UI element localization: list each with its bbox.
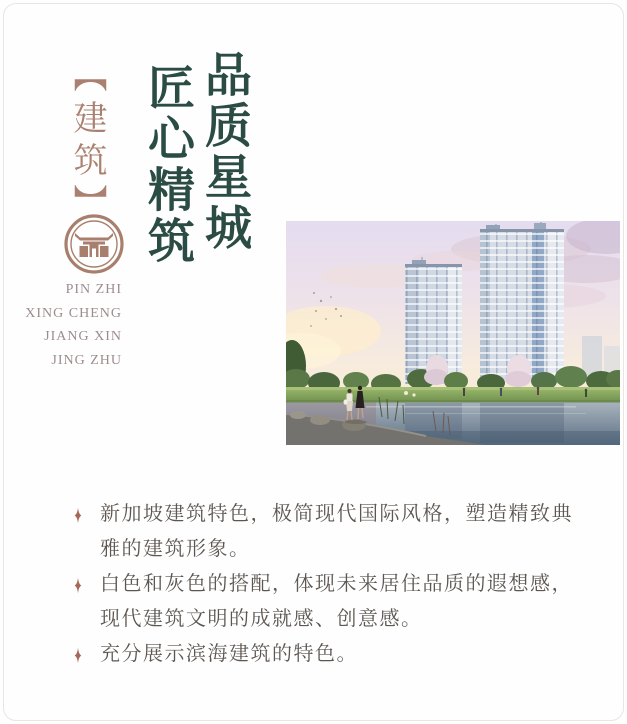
feature-item [70, 567, 584, 637]
feature-item [70, 637, 584, 672]
page-title [140, 50, 254, 290]
pinyin-line: JING ZHU [51, 352, 122, 368]
four-point-star-icon [70, 567, 100, 599]
project-rendering-photo [286, 221, 620, 445]
four-point-star-icon [70, 637, 100, 669]
feature-item [70, 497, 584, 567]
lawn [286, 387, 620, 402]
gate-seal-icon [62, 212, 126, 276]
brand-tag-vertical: 【建筑】 [68, 58, 105, 226]
headline-col-secondary: 匠心精筑 [142, 63, 195, 267]
pinyin-line: XING CHENG [25, 305, 122, 321]
feature-list [70, 497, 584, 672]
rendering-illustration [286, 221, 620, 445]
feature-text: 白色和灰色的搭配，体现未来居住品质的遐想感，现代建筑文明的成就感、创意感。 [100, 573, 573, 630]
pinyin-block [10, 278, 122, 372]
four-point-star-icon [70, 497, 100, 529]
feature-text: 新加坡建筑特色，极简现代国际风格，塑造精致典雅的建筑形象。 [100, 503, 573, 560]
feature-text: 充分展示滨海建筑的特色。 [100, 643, 358, 665]
pinyin-line: JIANG XIN [44, 329, 122, 344]
headline-col-primary: 品质星城 [199, 50, 252, 254]
pinyin-line: PIN ZHI [65, 282, 122, 297]
